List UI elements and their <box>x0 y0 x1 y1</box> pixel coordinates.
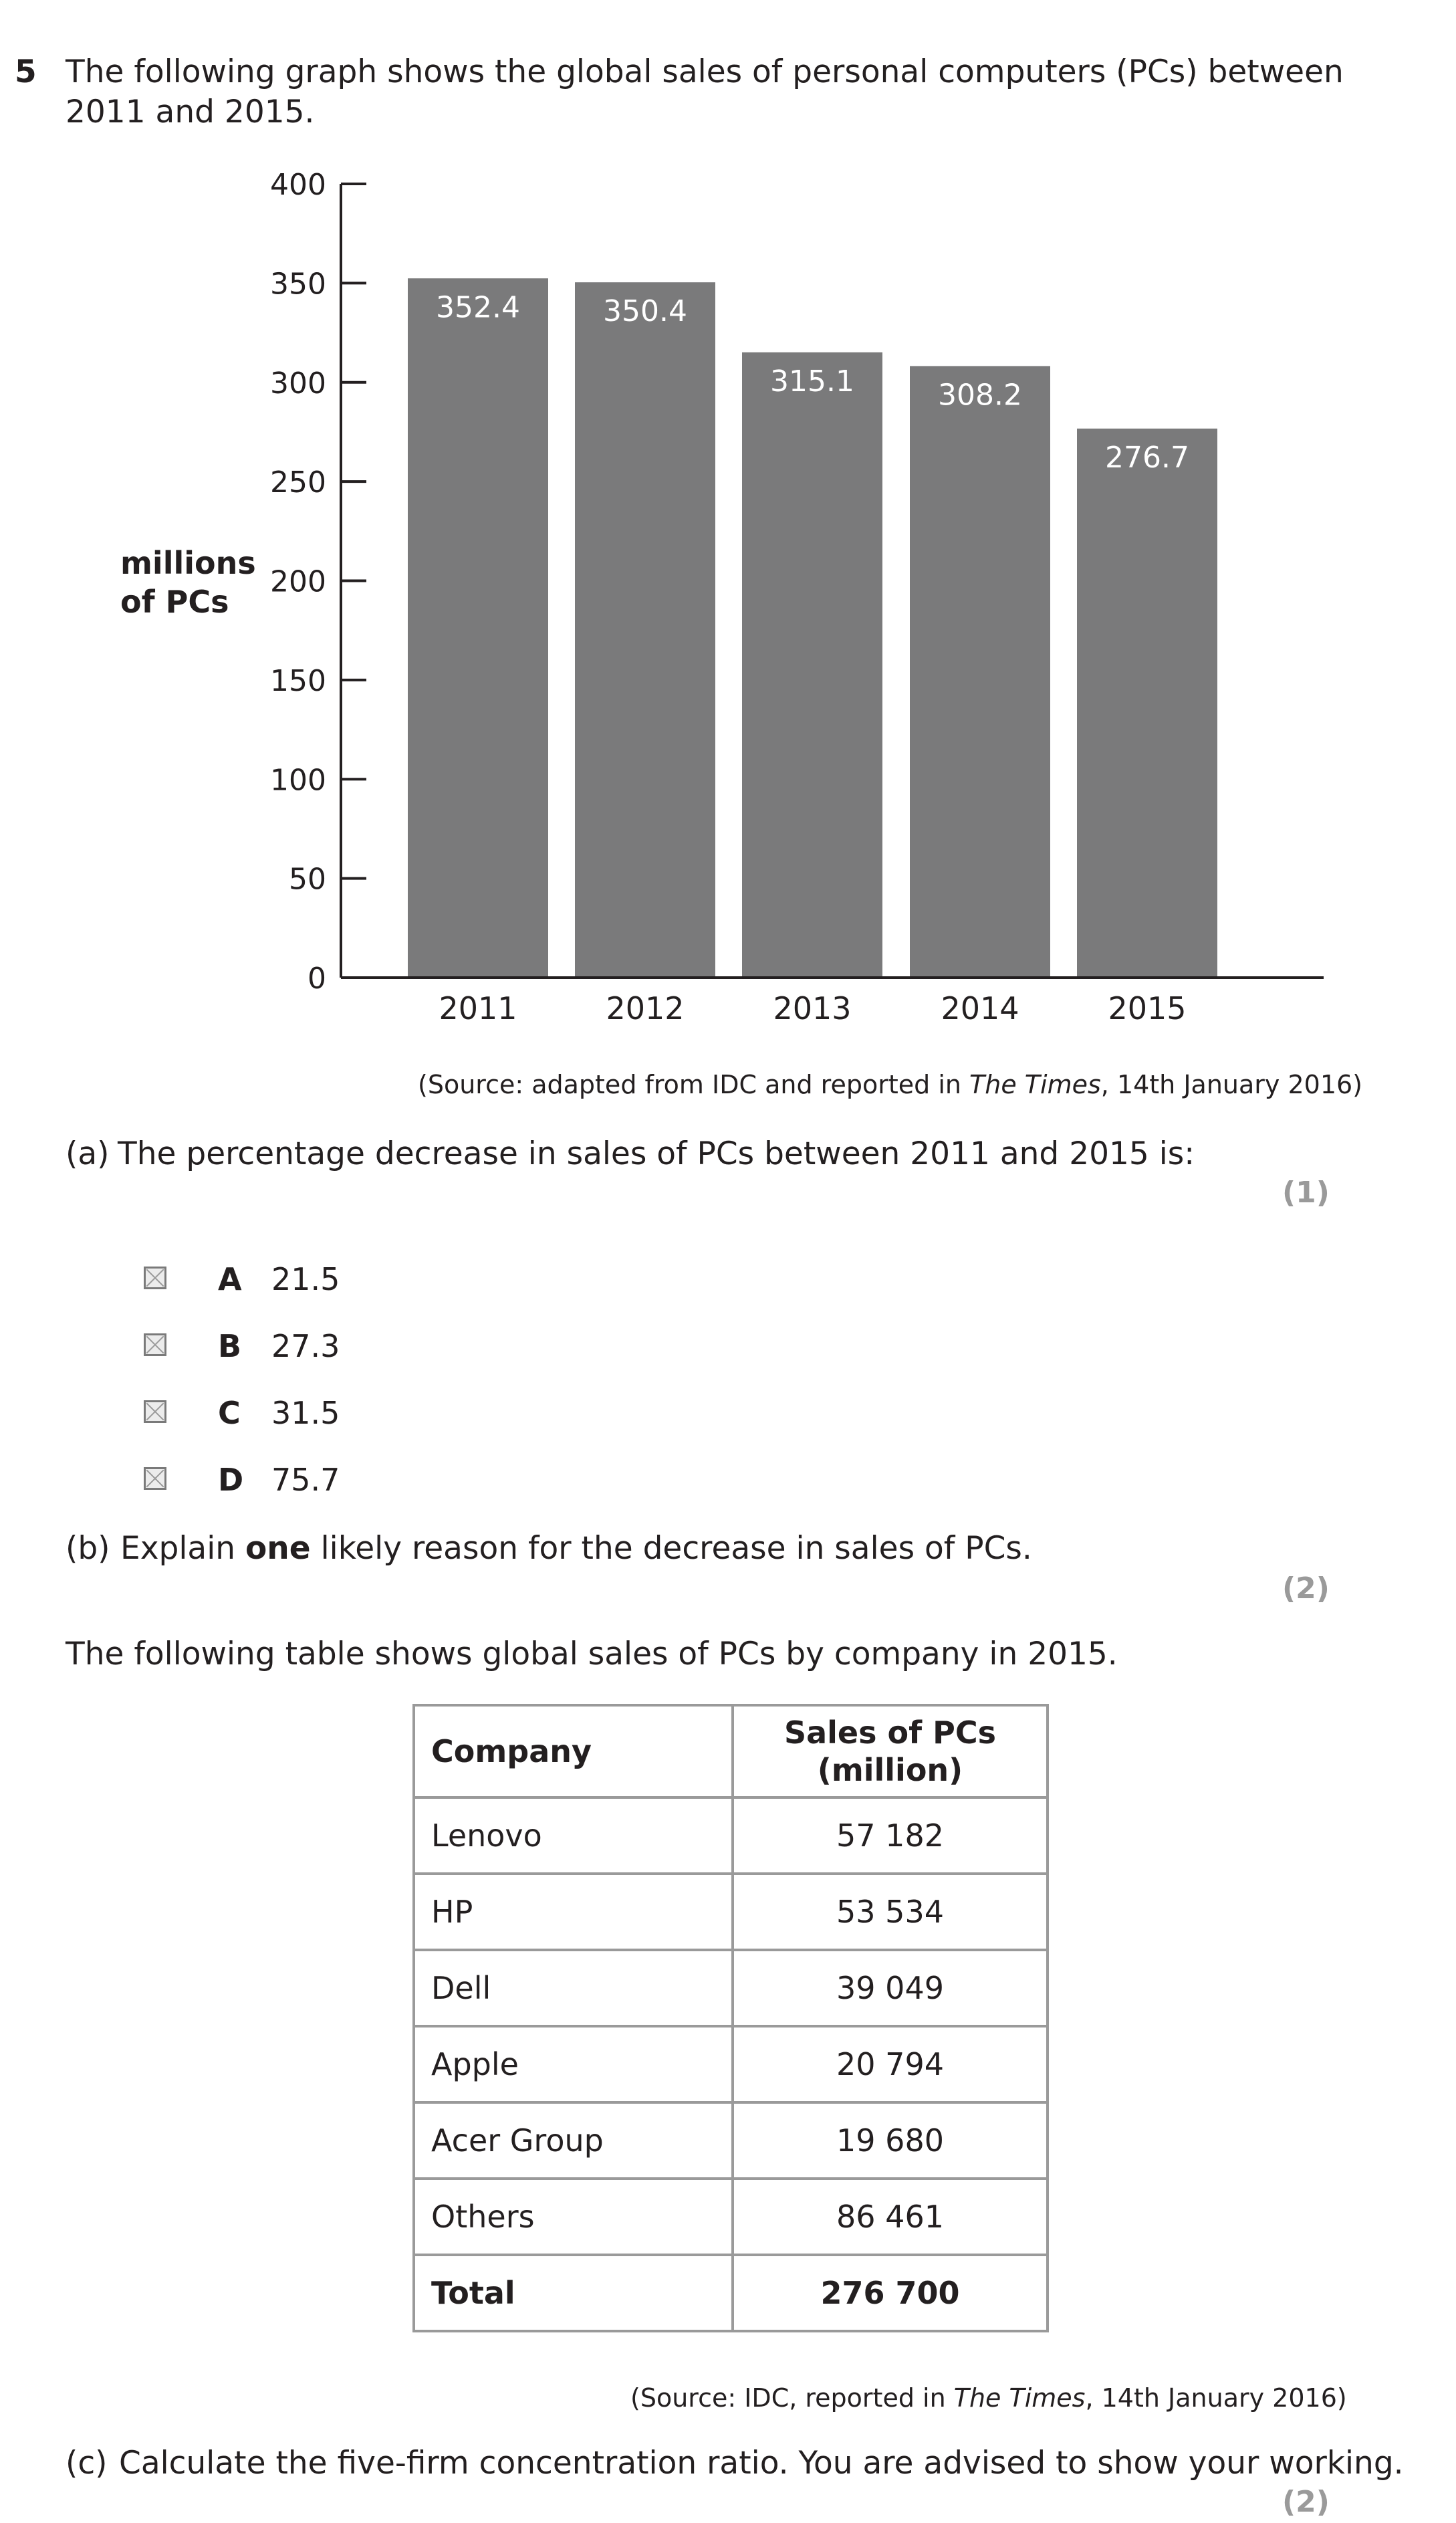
table-header-row <box>414 1705 1048 1797</box>
y-tick-label-400: 400 <box>270 168 326 202</box>
y-tick-label-200: 200 <box>270 564 326 599</box>
option-b-value: 27.3 <box>271 1328 340 1364</box>
part-c-marks: (2) <box>1282 2485 1330 2519</box>
y-tick-label-100: 100 <box>270 763 326 798</box>
table-row <box>414 2026 1048 2102</box>
header-sales <box>733 1705 1048 1797</box>
company-cell: Apple <box>414 2026 733 2102</box>
sales-cell: 39 049 <box>733 1950 1048 2026</box>
option-c-checkbox[interactable] <box>144 1400 166 1423</box>
table-total-row <box>414 2255 1048 2331</box>
sales-cell: 57 182 <box>733 1797 1048 1874</box>
y-tick-label-350: 350 <box>270 267 326 302</box>
table-source <box>630 2383 1347 2413</box>
option-b-letter: B <box>218 1328 242 1364</box>
table-row <box>414 1874 1048 1950</box>
header-sales-line-2: (million) <box>817 1752 963 1788</box>
sales-cell: 86 461 <box>733 2179 1048 2255</box>
part-b-text <box>120 1529 1032 1569</box>
table-row <box>414 2179 1048 2255</box>
chart-source-suffix: , 14th January 2016) <box>1100 1070 1363 1099</box>
company-cell: Dell <box>414 1950 733 2026</box>
option-c-letter: C <box>218 1395 241 1431</box>
chart-source-prefix: (Source: adapted from IDC and reported in <box>418 1070 970 1099</box>
y-tick-label-250: 250 <box>270 465 326 500</box>
part-b-marks: (2) <box>1282 1571 1330 1606</box>
table-row <box>414 1797 1048 1874</box>
sales-cell: 53 534 <box>733 1874 1048 1950</box>
x-tick-label-2011: 2011 <box>439 990 517 1026</box>
question-number: 5 <box>15 53 37 90</box>
y-tick-label-0: 0 <box>308 962 326 996</box>
y-tick-label-300: 300 <box>270 366 326 401</box>
part-a-label: (a) <box>66 1135 110 1172</box>
company-cell: Others <box>414 2179 733 2255</box>
option-b-checkbox[interactable] <box>144 1333 166 1356</box>
pc-sales-bar-chart <box>0 0 1456 1043</box>
data-label-2014: 308.2 <box>938 378 1022 413</box>
sales-cell: 19 680 <box>733 2102 1048 2179</box>
data-label-2015: 276.7 <box>1105 440 1189 475</box>
table-intro: The following table shows global sales of PCs by company in 2015. <box>66 1636 1118 1672</box>
option-a-checkbox[interactable] <box>144 1267 166 1289</box>
y-axis-label-line-1: millions <box>120 545 256 581</box>
part-c-text: Calculate the five-firm concentration ratio. You are advised to show your working. <box>119 2445 1404 2482</box>
table-source-suffix: , 14th January 2016) <box>1085 2383 1347 2413</box>
x-tick-label-2013: 2013 <box>773 990 852 1026</box>
header-company: Company <box>414 1705 733 1797</box>
bar-2012 <box>575 282 715 978</box>
company-cell: Acer Group <box>414 2102 733 2179</box>
total-label: Total <box>414 2255 733 2331</box>
header-sales-line-1: Sales of PCs <box>783 1715 996 1751</box>
sales-cell: 20 794 <box>733 2026 1048 2102</box>
part-c-label: (c) <box>66 2445 108 2482</box>
y-axis-label-line-2: of PCs <box>120 584 229 620</box>
bar-2011 <box>408 278 548 978</box>
part-a-text: The percentage decrease in sales of PCs between 2011 and 2015 is: <box>118 1135 1195 1172</box>
question-intro-line-1: The following graph shows the global sales of personal computers (PCs) between <box>66 53 1344 90</box>
option-d-value: 75.7 <box>271 1462 340 1498</box>
chart-source <box>418 1070 1362 1099</box>
table-row <box>414 1950 1048 2026</box>
y-tick-label-150: 150 <box>270 663 326 698</box>
data-label-2013: 315.1 <box>770 364 854 399</box>
bar-2014 <box>910 366 1050 978</box>
option-d-letter: D <box>218 1462 244 1498</box>
y-tick-label-50: 50 <box>289 862 326 897</box>
option-c-value: 31.5 <box>271 1395 340 1431</box>
company-cell: HP <box>414 1874 733 1950</box>
table-row <box>414 2102 1048 2179</box>
chart-source-publication: The Times <box>969 1070 1101 1099</box>
part-b-text-before: Explain <box>120 1530 245 1567</box>
part-b-text-after: likely reason for the decrease in sales of PCs. <box>310 1530 1032 1567</box>
bar-2013 <box>742 352 882 978</box>
total-value: 276 700 <box>733 2255 1048 2331</box>
x-tick-label-2012: 2012 <box>606 990 685 1026</box>
option-a-value: 21.5 <box>271 1261 340 1297</box>
company-cell: Lenovo <box>414 1797 733 1874</box>
option-a-letter: A <box>218 1261 242 1297</box>
pc-sales-table <box>412 1704 1049 2332</box>
option-d-checkbox[interactable] <box>144 1467 166 1490</box>
part-b-emphasis: one <box>245 1530 311 1567</box>
data-label-2011: 352.4 <box>436 290 520 325</box>
data-label-2012: 350.4 <box>603 294 687 329</box>
question-intro-line-2: 2011 and 2015. <box>66 94 315 130</box>
x-tick-label-2015: 2015 <box>1108 990 1187 1026</box>
part-b-label: (b) <box>66 1530 110 1567</box>
part-a-marks: (1) <box>1282 1176 1330 1210</box>
bar-2015 <box>1077 429 1217 978</box>
x-tick-label-2014: 2014 <box>941 990 1019 1026</box>
table-source-prefix: (Source: IDC, reported in <box>630 2383 954 2413</box>
table-source-publication: The Times <box>953 2383 1086 2413</box>
